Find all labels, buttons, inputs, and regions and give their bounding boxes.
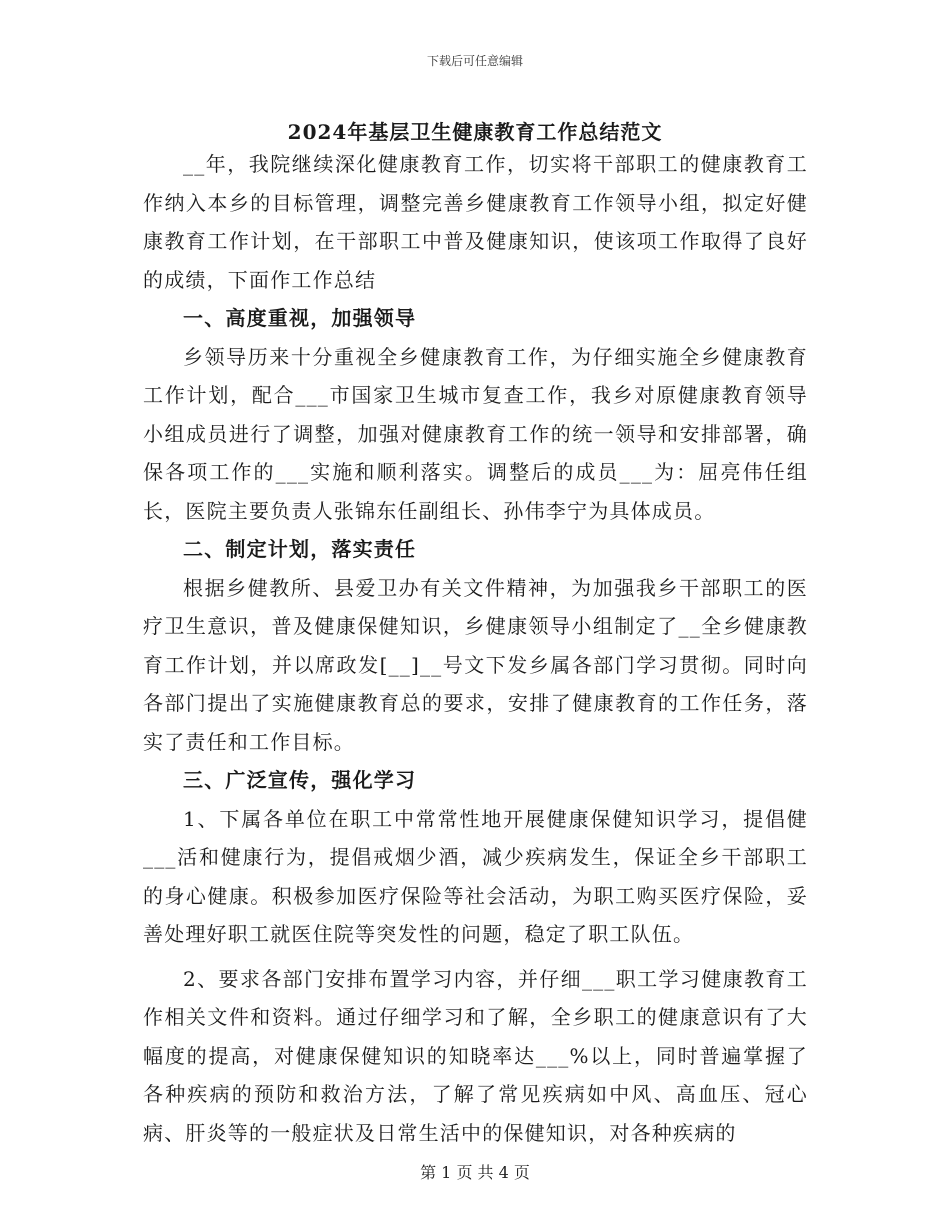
document-title: 2024年基层卫生健康教育工作总结范文	[287, 120, 663, 144]
section-1-paragraph: 乡领导历来十分重视全乡健康教育工作，为仔细实施全乡健康教育工作计划，配合___市国家卫生城市复查工作，我乡对原健康教育领导小组成员进行了调整，加强对健康教育工作的统一领导和安排部署，确保各项工作的___实施和顺利落实。调整后的成员___为：屈亮伟任组长，医院主要负责人张锦东任副组长、孙伟李宁为具体成员。	[143, 344, 808, 523]
document-body	[143, 145, 808, 1152]
section-3-item-2: 2、要求各部门安排布置学习内容，并仔细___职工学习健康教育工作相关文件和资料。通过仔细学习和了解，全乡职工的健康意识有了大幅度的提高，对健康保健知识的知晓率达___%以上，同时普遍掌握了各种疾病的预防和救治方法，了解了常见疾病如中风、高血压、冠心病、肝炎等的一般症状及日常生活中的保健知识，对各种疾病的	[143, 966, 808, 1145]
section-2-paragraph: 根据乡健教所、县爱卫办有关文件精神，为加强我乡干部职工的医疗卫生意识，普及健康保健知识，乡健康领导小组制定了__全乡健康教育工作计划，并以席政发[__]__号文下发乡属各部门学习贯彻。同时向各部门提出了实施健康教育总的要求，安排了健康教育的工作任务，落实了责任和工作目标。	[143, 575, 808, 754]
section-3-heading: 三、广泛宣传，强化学习	[183, 768, 417, 792]
page-number-footer: 第 1 页 共 4 页	[420, 1163, 530, 1182]
section-2-heading: 二、制定计划，落实责任	[183, 537, 417, 561]
page-header-note: 下载后可任意编辑	[426, 54, 523, 68]
section-1-heading: 一、高度重视，加强领导	[183, 306, 417, 330]
intro-paragraph: __年，我院继续深化健康教育工作，切实将干部职工的健康教育工作纳入本乡的目标管理，调整完善乡健康教育工作领导小组，拟定好健康教育工作计划，在干部职工中普及健康知识，使该项工作取得了良好的成绩，下面作工作总结	[143, 152, 808, 292]
section-3-item-1: 1、下属各单位在职工中常常性地开展健康保健知识学习，提倡健___活和健康行为，提倡戒烟少酒，减少疾病发生，保证全乡干部职工的身心健康。积极参加医疗保险等社会活动，为职工购买医疗保险，妥善处理好职工就医住院等突发性的问题，稳定了职工队伍。	[143, 806, 808, 946]
